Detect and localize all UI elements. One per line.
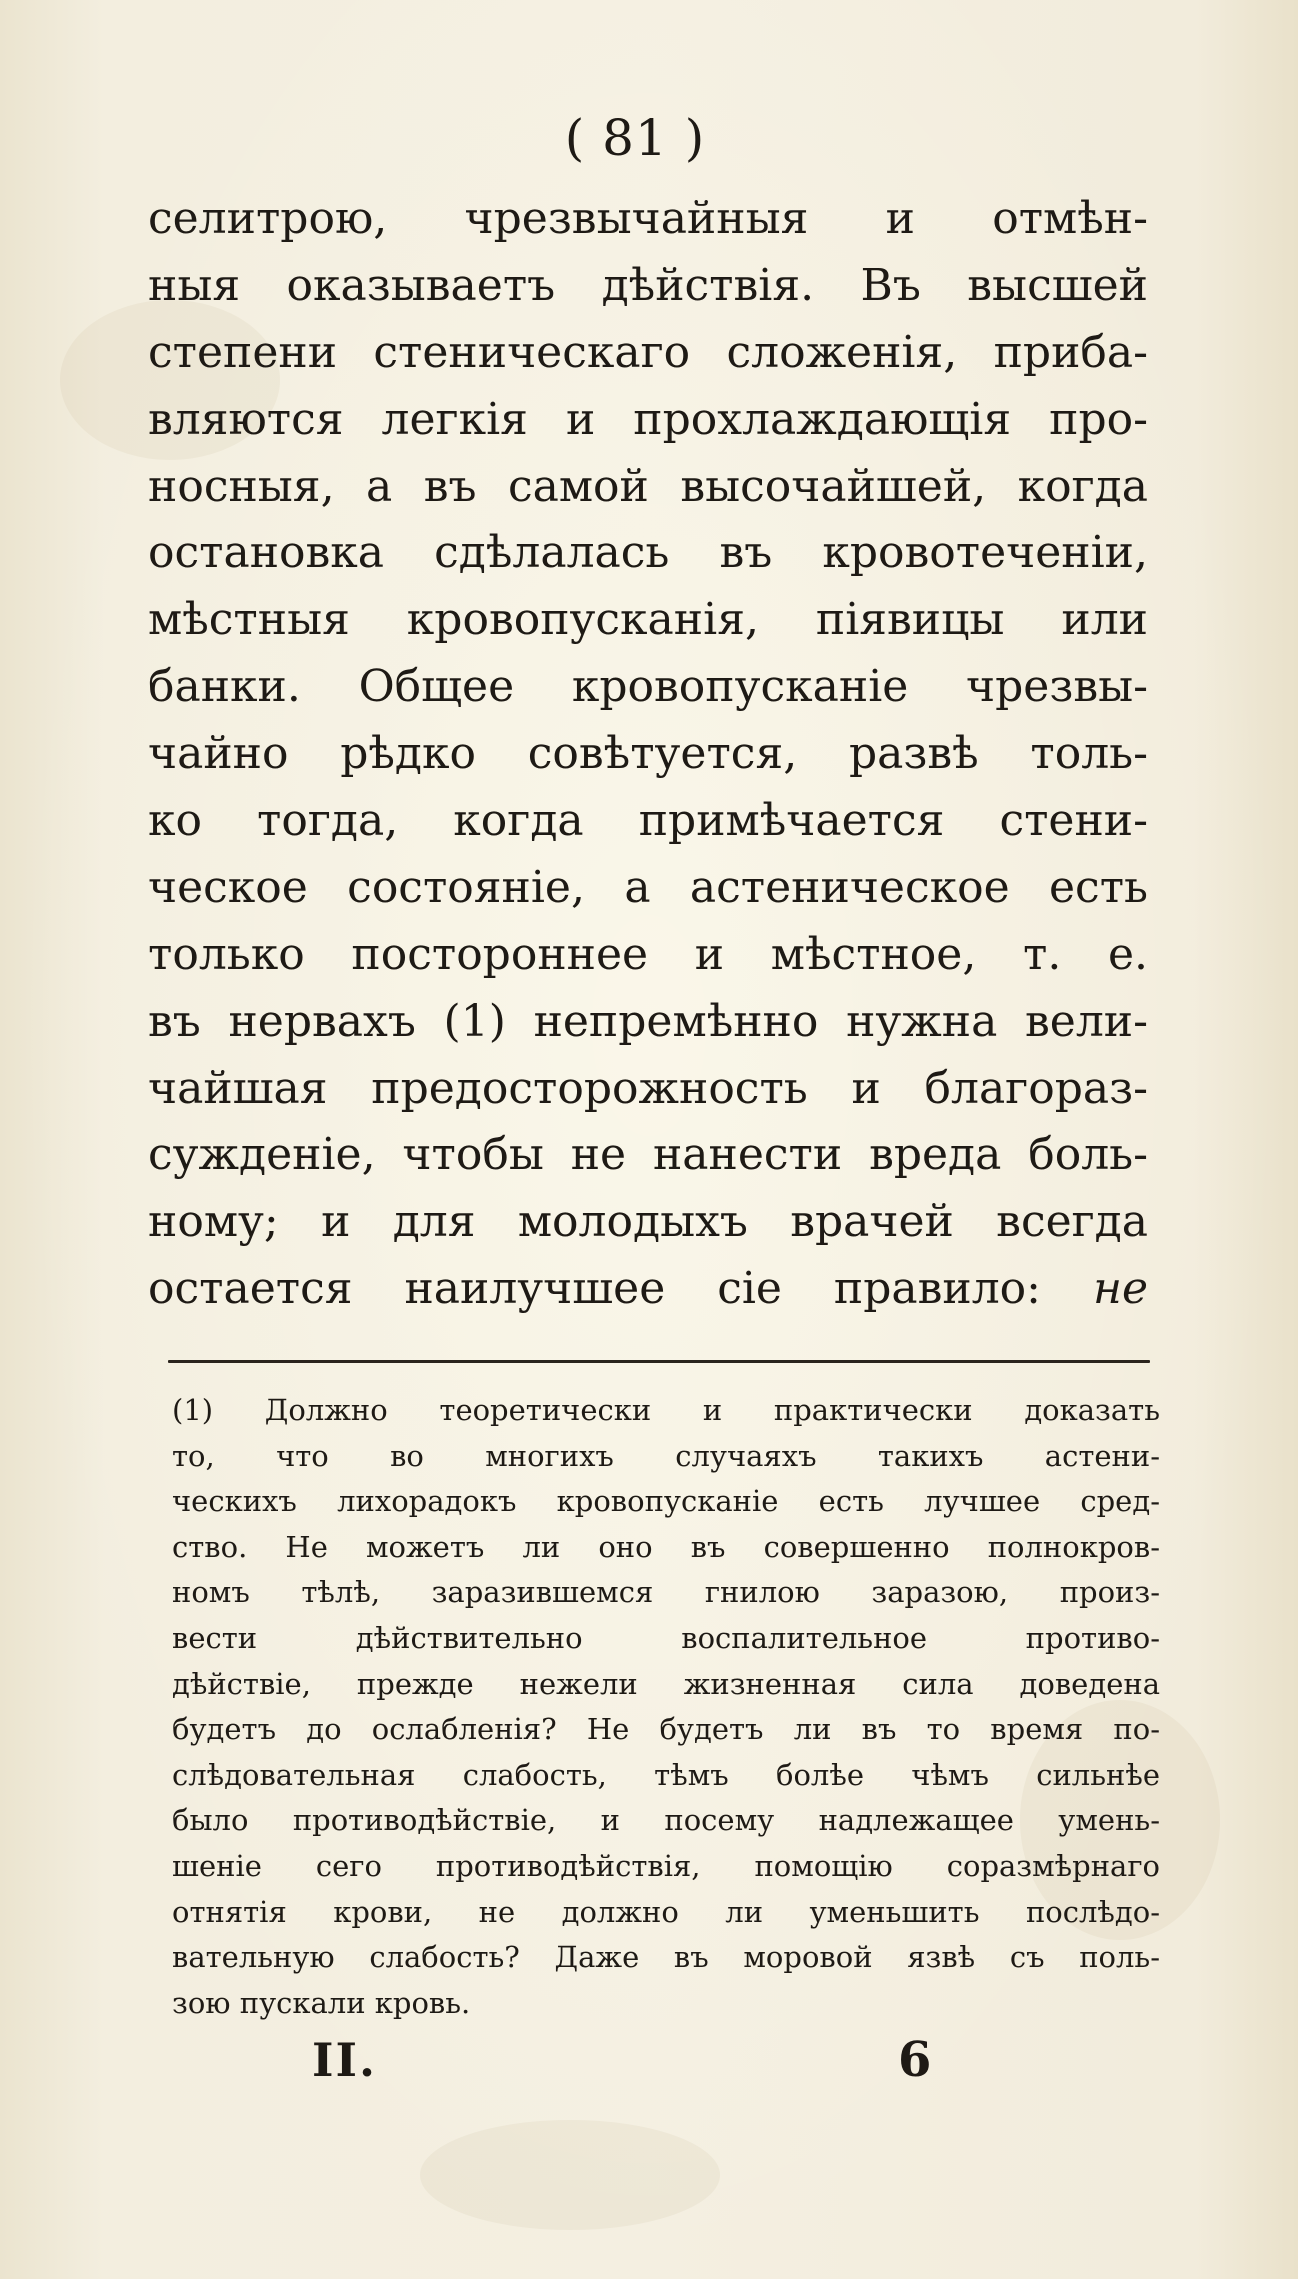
text-line: носныя, а въ самой высочайшей, когда (148, 460, 1148, 512)
footnote-line: то, что во многихъ случаяхъ такихъ астени- (172, 1438, 1160, 1473)
text-line: селитрою, чрезвычайныя и отмѣн- (148, 193, 1148, 244)
text-line: банки. Общее кровопусканіе чрезвы- (148, 661, 1148, 713)
text-line-last (148, 1256, 1148, 1323)
footnote-line: отнятія крови, не должно ли уменьшить послѣдо- (172, 1894, 1160, 1929)
footnote-line: вательную слабость? Даже въ моровой язвѣ съ поль- (172, 1940, 1160, 1975)
text-line: ному; и для молодыхъ врачей всегда (148, 1196, 1148, 1248)
paper-stain (420, 2120, 720, 2230)
italic-word: не (1092, 1263, 1148, 1315)
footnote-line: шеніе сего противодѣйствія, помощію соразмѣрнаго (172, 1848, 1160, 1883)
footnote-line: слѣдовательная слабость, тѣмъ болѣе чѣмъ сильнѣе (172, 1757, 1160, 1792)
text-line: сужденіе, чтобы не нанести вреда боль- (148, 1129, 1148, 1181)
footnote-line: номъ тѣлѣ, заразившемся гнилою заразою, произ- (172, 1575, 1160, 1610)
footnote-line: (1) Должно теоретически и практически доказать (172, 1393, 1160, 1427)
footnote-line: зою пускали кровь. (172, 1985, 471, 2020)
text-line: вляются легкія и прохлаждающія про- (148, 393, 1148, 445)
signature-mark: II. (312, 2033, 378, 2087)
footnote-line: дѣйствіе, прежде нежели жизненная сила доведена (172, 1666, 1160, 1701)
footnote-separator-rule (168, 1360, 1150, 1363)
footnote-line: будетъ до ослабленія? Не будетъ ли въ то время по- (172, 1712, 1160, 1747)
footnote-line: ческихъ лихорадокъ кровопусканіе есть лучшее сред- (172, 1484, 1160, 1519)
text-line: ныя оказываетъ дѣйствія. Въ высшей (148, 259, 1148, 311)
text-line: чайно рѣдко совѣтуется, развѣ толь- (148, 728, 1148, 780)
gathering-number: 6 (898, 2032, 932, 2088)
text-line: остановка сдѣлалась въ кровотеченіи, (148, 527, 1148, 579)
footnote-line: вести дѣйствительно воспалительное противо- (172, 1620, 1160, 1655)
footnote-block (172, 1388, 1160, 2026)
text-line: въ нервахъ (1) непремѣнно нужна вели- (148, 995, 1148, 1047)
page-number: ( 81 ) (564, 109, 706, 167)
text-line: ко тогда, когда примѣчается стени- (148, 795, 1148, 847)
text-line: мѣстныя кровопусканія, піявицы или (148, 594, 1148, 646)
footnote-line: было противодѣйствіе, и посему надлежащее умень- (172, 1803, 1160, 1838)
text-line: чайшая предосторожность и благораз- (148, 1062, 1148, 1114)
text-line: степени стеническаго сложенія, приба- (148, 326, 1148, 378)
main-text-block (148, 186, 1148, 1323)
footnote-line: ство. Не можетъ ли оно въ совершенно полнокров- (172, 1529, 1160, 1564)
text-line-content: остается наилучшее сіе правило: (148, 1263, 1041, 1315)
text-line: только постороннее и мѣстное, т. е. (148, 928, 1148, 980)
text-line: ческое состояніе, а астеническое есть (148, 861, 1148, 913)
